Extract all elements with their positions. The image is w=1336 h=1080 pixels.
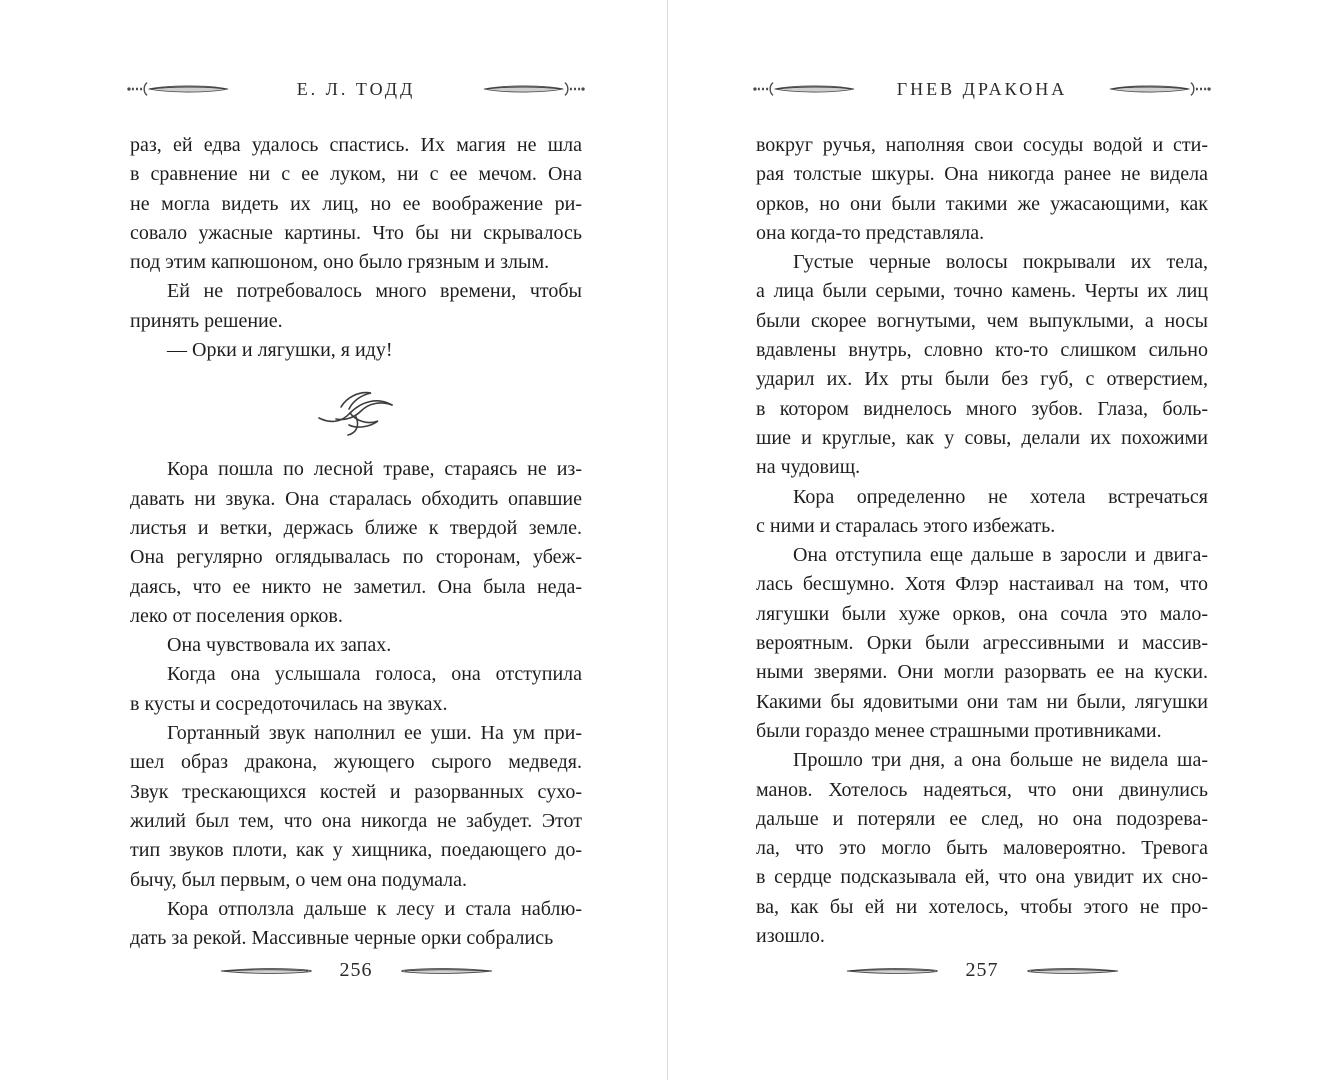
right-page-body — [756, 131, 1208, 951]
text-line: манов. Хотелось надеяться, что они двинулись — [756, 778, 1208, 801]
text-line: Прошло три дня, а она больше не видела ша- — [793, 749, 1208, 772]
left-body-top — [130, 131, 582, 365]
paragraph — [130, 277, 582, 336]
text-line: леко от поселения орков. — [130, 604, 343, 627]
text-line: не могла видеть их лиц, но ее воображение ри- — [130, 192, 582, 215]
left-running-title: Е. Л. ТОДД — [296, 78, 416, 99]
paragraph — [130, 336, 582, 365]
feather-flourish-icon — [310, 382, 402, 438]
text-line: бычу, был первым, о чем она подумала. — [130, 868, 468, 891]
text-line: Кора пошла по лесной траве, стараясь не из- — [167, 458, 582, 481]
sword-ornament-left-icon — [752, 81, 858, 97]
text-line: орков, но они были такими же ужасающими, как — [756, 192, 1208, 215]
paragraph — [130, 631, 582, 660]
text-line: вокруг ручья, наполняя свои сосуды водой и сти- — [756, 134, 1208, 156]
text-line: дать за рекой. Массивные черные орки собрались — [130, 927, 554, 950]
left-body-bottom — [130, 455, 582, 953]
text-line: на чудовищ. — [756, 456, 861, 479]
text-line: Какими бы ядовитыми они там ни были, лягушки — [756, 690, 1208, 713]
paragraph — [756, 131, 1208, 248]
paragraph — [130, 131, 582, 277]
text-line: ва, как бы ей ни хотелось, чтобы этого не про- — [756, 895, 1208, 918]
text-line: — Орки и лягушки, я иду! — [167, 339, 393, 362]
text-line: Гортанный звук наполнил ее уши. На ум при- — [167, 722, 582, 745]
page-divider — [667, 0, 668, 1080]
text-line: лась бесшумно. Хотя Флэр настаивал на том, что — [756, 573, 1208, 596]
text-line: в кусты и сосредоточилась на звуках. — [130, 692, 448, 715]
text-line: Густые черные волосы покрывали их тела, — [793, 251, 1208, 274]
text-line: ными зверями. Они могли разорвать ее на куски. — [756, 661, 1208, 684]
paragraph — [130, 895, 582, 954]
paragraph — [756, 248, 1208, 482]
blade-ornament-right-icon — [400, 966, 493, 976]
right-body — [756, 131, 1208, 951]
text-line: ла, что это могло быть маловероятно. Тревога — [756, 837, 1208, 860]
text-line: ударил их. Их рты были без губ, с отверстием, — [756, 368, 1208, 391]
blade-ornament-left-icon — [846, 966, 939, 976]
text-line: Она чувствовала их запах. — [167, 634, 392, 657]
text-line: раз, ей едва удалось спастись. Их магия не шла — [130, 134, 582, 156]
paragraph — [756, 746, 1208, 951]
text-line: Она регулярно оглядывалась по сторонам, убеж- — [130, 546, 582, 569]
text-line: в сердце подсказывала ей, что она увидит их сно- — [756, 866, 1208, 889]
sword-ornament-left-icon — [126, 81, 232, 97]
text-line: Когда она услышала голоса, она отступила — [167, 663, 582, 686]
paragraph — [130, 455, 582, 631]
text-line: Она отступила еще дальше в заросли и двига- — [793, 544, 1208, 567]
left-page-footer — [130, 959, 582, 982]
text-line: с ними и старалась этого избежать. — [756, 514, 1056, 537]
text-line: Звук трескающихся костей и разорванных сухо- — [130, 780, 582, 803]
text-line: шие и круглые, как у совы, делали их похожими — [756, 426, 1208, 449]
text-line: а лица были серыми, точно камень. Черты их лиц — [756, 280, 1208, 303]
text-line: давать ни звука. Она старалась обходить опавшие — [130, 487, 582, 510]
text-line: даясь, что ее никто не заметил. Она была неда- — [130, 575, 582, 598]
sword-ornament-right-icon — [1106, 81, 1212, 97]
blade-ornament-left-icon — [220, 966, 313, 976]
paragraph — [130, 660, 582, 719]
left-page — [130, 0, 582, 1080]
sword-ornament-right-icon — [480, 81, 586, 97]
text-line: она когда-то представляла. — [756, 221, 985, 244]
text-line: были гораздо менее страшными противниками. — [756, 719, 1162, 742]
text-line: принять решение. — [130, 309, 283, 332]
right-page-footer — [756, 959, 1208, 982]
section-break — [130, 365, 582, 455]
paragraph — [756, 483, 1208, 542]
text-line: изошло. — [756, 925, 825, 948]
right-running-title: ГНЕВ ДРАКОНА — [896, 78, 1068, 99]
text-line: шел образ дракона, жующего сырого медведя. — [130, 751, 582, 774]
text-line: Кора определенно не хотела встречаться — [793, 485, 1208, 508]
text-line: Ей не потребовалось много времени, чтобы — [167, 280, 582, 303]
text-line: были скорее вогнутыми, чем выпуклыми, а носы — [756, 309, 1208, 332]
text-line: вероятным. Орки были агрессивными и массив- — [756, 632, 1208, 655]
text-line: в сравнение ни с ее луком, ни с ее мечом. Она — [130, 163, 582, 186]
right-running-head — [752, 74, 1212, 104]
text-line: жилий был тем, что она никогда не забудет. Этот — [130, 809, 582, 832]
paragraph — [130, 719, 582, 895]
text-line: листья и ветки, держась ближе к твердой земле. — [130, 516, 582, 539]
text-line: совало ужасные картины. Что бы ни скрывалось — [130, 221, 582, 244]
text-line: тип звуков плоти, как у хищника, поедающего до- — [130, 839, 582, 862]
paragraph — [756, 541, 1208, 746]
right-page-number: 257 — [965, 959, 999, 981]
text-line: дальше и потеряли ее след, но она подозрева- — [756, 807, 1208, 830]
text-line: Кора отползла дальше к лесу и стала наблю- — [167, 897, 582, 920]
text-line: лягушки были хуже орков, она сочла это мало- — [756, 602, 1208, 625]
left-page-number: 256 — [339, 959, 373, 981]
blade-ornament-right-icon — [1026, 966, 1119, 976]
left-running-head — [126, 74, 586, 104]
left-page-body — [130, 131, 582, 953]
text-line: под этим капюшоном, оно было грязным и злым. — [130, 251, 550, 274]
text-line: в котором виднелось много зубов. Глаза, боль- — [756, 397, 1208, 420]
text-line: вдавлены внутрь, словно кто-то слишком сильно — [756, 339, 1208, 362]
text-line: рая толстые шкуры. Она никогда ранее не видела — [756, 163, 1208, 186]
right-page — [756, 0, 1208, 1080]
